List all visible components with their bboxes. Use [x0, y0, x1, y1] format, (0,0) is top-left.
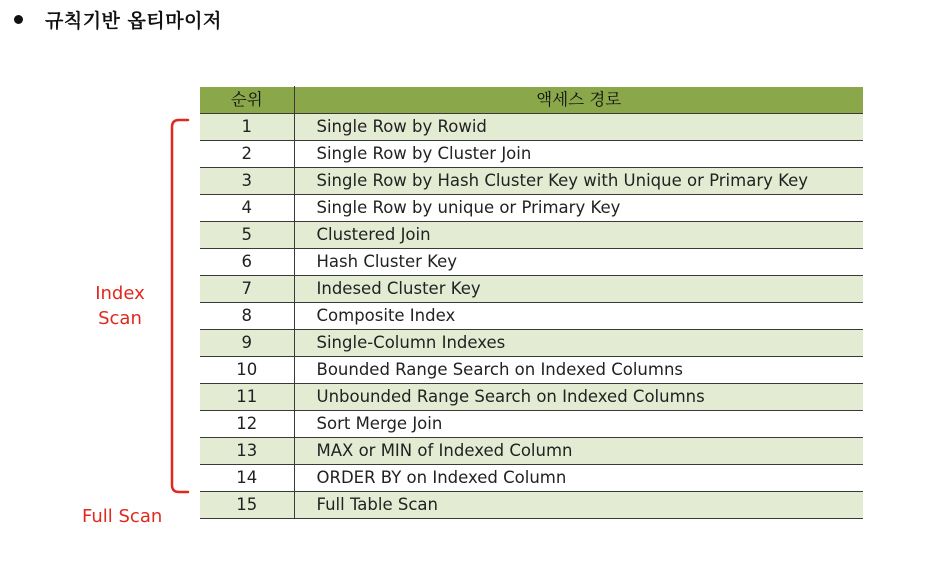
- path-column-header: 액세스 경로: [294, 87, 863, 114]
- section-heading: [14, 4, 222, 34]
- rank-cell: 6: [200, 249, 294, 276]
- path-cell: Composite Index: [294, 303, 863, 330]
- index-scan-label-line2: Scan: [98, 308, 142, 329]
- table-row: [200, 168, 863, 195]
- path-cell: Sort Merge Join: [294, 411, 863, 438]
- index-scan-label: [82, 281, 158, 331]
- bullet-icon: [14, 15, 23, 24]
- table-row: [200, 276, 863, 303]
- rank-cell: 7: [200, 276, 294, 303]
- rank-cell: 14: [200, 465, 294, 492]
- path-cell: MAX or MIN of Indexed Column: [294, 438, 863, 465]
- rank-column-header: 순위: [200, 87, 294, 114]
- table-row: [200, 492, 863, 519]
- table-row: [200, 114, 863, 141]
- path-cell: Hash Cluster Key: [294, 249, 863, 276]
- path-cell: Single Row by Cluster Join: [294, 141, 863, 168]
- path-cell: Bounded Range Search on Indexed Columns: [294, 357, 863, 384]
- table-header-row: [200, 87, 863, 114]
- rank-cell: 4: [200, 195, 294, 222]
- rank-cell: 2: [200, 141, 294, 168]
- table-row: [200, 465, 863, 492]
- rank-cell: 8: [200, 303, 294, 330]
- heading-title: 규칙기반 옵티마이저: [45, 9, 222, 32]
- path-cell: Single Row by unique or Primary Key: [294, 195, 863, 222]
- table-row: [200, 222, 863, 249]
- table-row: [200, 303, 863, 330]
- table-row: [200, 357, 863, 384]
- rank-cell: 1: [200, 114, 294, 141]
- full-scan-label: Full Scan: [82, 506, 163, 527]
- path-cell: Single-Column Indexes: [294, 330, 863, 357]
- rank-cell: 15: [200, 492, 294, 519]
- path-cell: Unbounded Range Search on Indexed Columns: [294, 384, 863, 411]
- table-row: [200, 384, 863, 411]
- rank-cell: 9: [200, 330, 294, 357]
- rank-cell: 13: [200, 438, 294, 465]
- index-scan-label-line1: Index: [95, 283, 145, 304]
- rank-cell: 3: [200, 168, 294, 195]
- path-cell: Clustered Join: [294, 222, 863, 249]
- table-row: [200, 141, 863, 168]
- index-scan-bracket: [164, 118, 192, 498]
- path-cell: Full Table Scan: [294, 492, 863, 519]
- table-row: [200, 411, 863, 438]
- rank-cell: 5: [200, 222, 294, 249]
- path-cell: Single Row by Rowid: [294, 114, 863, 141]
- rank-cell: 11: [200, 384, 294, 411]
- table-row: [200, 438, 863, 465]
- table-row: [200, 330, 863, 357]
- path-cell: Single Row by Hash Cluster Key with Unique or Primary Key: [294, 168, 863, 195]
- access-path-table: [200, 86, 863, 519]
- table-row: [200, 195, 863, 222]
- path-cell: ORDER BY on Indexed Column: [294, 465, 863, 492]
- rank-cell: 10: [200, 357, 294, 384]
- rank-cell: 12: [200, 411, 294, 438]
- path-cell: Indesed Cluster Key: [294, 276, 863, 303]
- table-row: [200, 249, 863, 276]
